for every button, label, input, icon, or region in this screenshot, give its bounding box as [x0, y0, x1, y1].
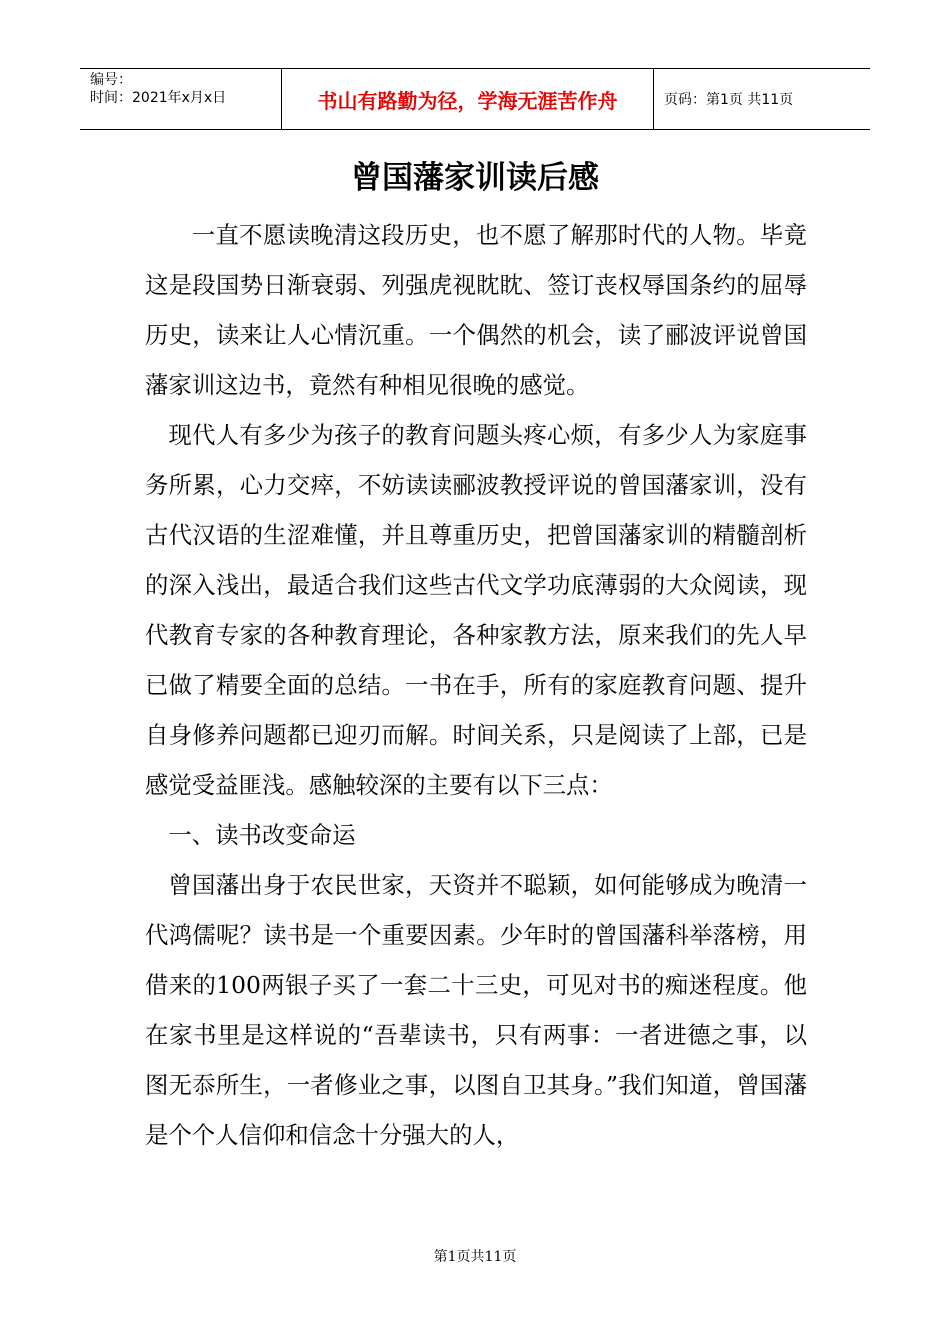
paragraph: 现代人有多少为孩子的教育问题头疼心烦，有多少人为家庭事务所累，心力交瘁，不妨读读郦波教授评说的曾国藩家训，没有古代汉语的生涩难懂，并且尊重历史，把曾国藩家训的精髓剖析的深入浅出，最适合我们这些古代文学功底薄弱的大众阅读，现代教育专家的各种教育理论，各种家教方法，原来我们的先人早已做了精要全面的总结。一书在手，所有的家庭教育问题、提升自身修养问题都已迎刃而解。时间关系，只是阅读了上部，已是感觉受益匪浅。感触较深的主要有以下三点：: [145, 421, 807, 799]
serial-label: 编号：: [90, 72, 132, 88]
page-footer: 第1页共11页: [433, 1249, 517, 1265]
header-page-info: 页码：第1页 共11页: [664, 92, 794, 108]
document-body: [145, 210, 807, 1160]
paragraph: 一直不愿读晚清这段历史，也不愿了解那时代的人物。毕竟这是段国势日渐衰弱、列强虎视眈眈、签订丧权辱国条约的屈辱历史，读来让人心情沉重。一个偶然的机会，读了郦波评说曾国藩家训这边书，竟然有种相见很晚的感觉。: [145, 221, 807, 399]
paragraph: 曾国藩出身于农民世家，天资并不聪颖，如何能够成为晚清一代鸿儒呢？读书是一个重要因素。少年时的曾国藩科举落榜，用借来的100两银子买了一套二十三史，可见对书的痴迷程度。他在家书里是这样说的“吾辈读书，只有两事：一者进德之事，以图无忝所生，一者修业之事，以图自卫其身。”我们知道，曾国藩是个个人信仰和信念十分强大的人，: [145, 871, 807, 1149]
time-label: 时间：2021年x月x日: [90, 90, 227, 106]
section-heading: 一、读书改变命运: [168, 821, 356, 849]
document-title: 曾国藩家训读后感: [351, 160, 599, 196]
header-meta: [80, 69, 282, 129]
header-table: [80, 68, 870, 130]
header-motto: 书山有路勤为径，学海无涯苦作舟: [282, 69, 654, 129]
